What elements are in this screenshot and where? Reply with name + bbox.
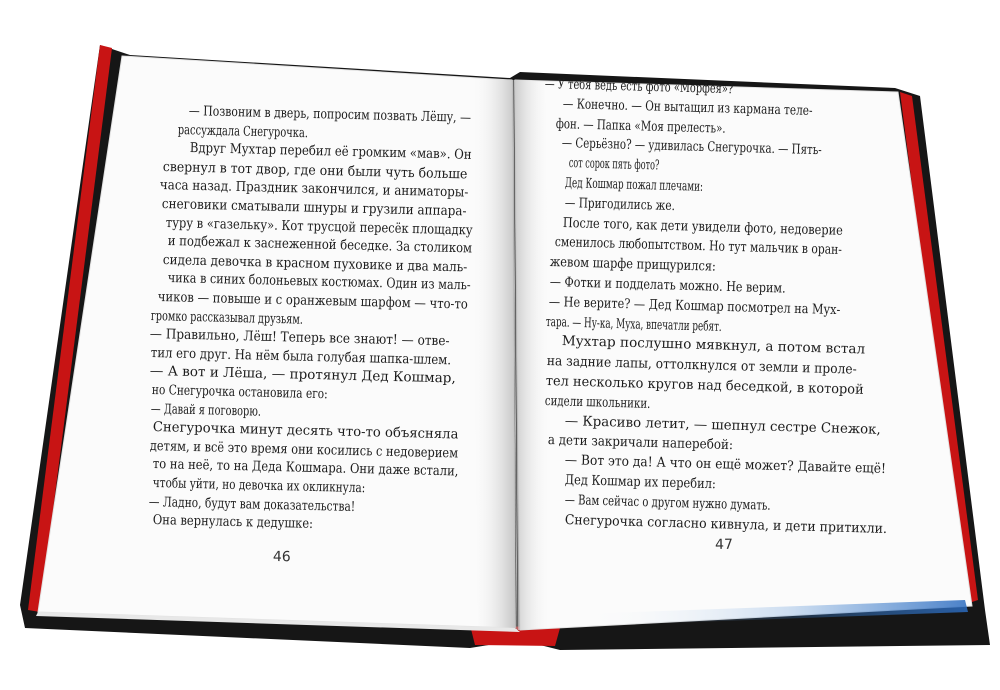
right-page-text-line: — Вот это да! А что он ещё может? Давайте ещё! [564, 452, 887, 478]
left-page-text-line: снеговики сматывали шнуры и грузили аппара- [161, 196, 467, 220]
right-page-text-line: — У тебя ведь есть фото «Морфея»? [544, 76, 734, 98]
right-page-text-line: — Красиво летит, — шепнул сестре Снежок, [564, 412, 881, 438]
right-page-text-line: сидели школьники. [544, 392, 651, 412]
left-page-text-line: туру в «газельку». Кот трусцой пересёк площадку [165, 214, 473, 239]
right-page-text-line: — Пригодились же. [564, 194, 676, 214]
right-page-text-line: на задние лапы, оттолкнулся от земли и проле- [546, 353, 857, 378]
left-page-text-line: тил его друг. На нём была голубая шапка-шлем. [150, 344, 452, 369]
left-page-text-line: — Ладно, будут вам доказательства! [148, 493, 356, 515]
right-page-text-line: жевом шарфе прищурился: [549, 254, 717, 275]
right-page-text-line: тел несколько кругов над беседкой, в которой [545, 373, 864, 398]
right-page-text-line: Мухтар послушно мявкнул, а потом встал [561, 333, 866, 358]
left-page-text-line: рассуждала Снегурочка. [177, 121, 309, 141]
page-number-left: 46 [272, 549, 291, 566]
left-page-text-line: — А вот и Лёша, — протянул Дед Кошмар, [149, 363, 456, 387]
page-number-right: 47 [715, 536, 734, 553]
left-page-text-line: детям, и всё это время они косились с недоверием [149, 437, 459, 462]
left-page-text-line: Снегурочка минут десять что-то объясняла [152, 419, 459, 443]
right-page-text-line: После того, как дети увидели фото, недоверие [562, 214, 844, 239]
left-page-text-line: — Правильно, Лёш! Теперь все знают! — отве- [149, 326, 450, 350]
left-page-text-line: часа назад. Праздник закончился, и аниматоры- [159, 177, 469, 201]
right-page-text-line: фон. — Папка «Моя прелесть». [555, 115, 726, 137]
left-page-text-line: — Давай я поговорю. [150, 400, 262, 420]
left-page-text-line: и подбежал к заснеженной беседке. За столиком [167, 233, 473, 257]
left-page-text-line: громко рассказывал друзьям. [150, 307, 304, 328]
left-page-text-line: — Позвоним в дверь, попросим позвать Лёшу, — [188, 103, 472, 126]
right-page-text-line: — Фотки и подделать можно. Не верим. [549, 274, 786, 297]
left-page-text-line: Вдруг Мухтар перебил её громким «мав». Он [189, 140, 472, 164]
left-page-text-line: сидела девочка в красном пуховике и два маль- [162, 251, 468, 276]
right-page-text-line: тара. — Ну-ка, Муха, впечатли ребят. [545, 313, 722, 335]
right-page-text-line: а дети закричали наперебой: [547, 432, 734, 454]
left-page-text-line: Она вернулась к дедушке: [152, 512, 314, 533]
gutter-shadow-left [470, 78, 516, 628]
right-page-text-line: — Вам сейчас о другом нужно думать. [564, 491, 771, 514]
right-page-text-line: Дед Кошмар пожал плечами: [564, 175, 704, 195]
right-page-text-line: Дед Кошмар их перебил: [564, 472, 717, 493]
right-page-text-line: — Не верите? — Дед Кошмар посмотрел на Мух- [548, 293, 841, 318]
right-page-text-line: сот сорок пять фото? [568, 155, 660, 174]
left-page-text-line: то на неё, то на Деда Кошмара. Они даже встали, [152, 456, 459, 480]
right-page-text-line: сменилось любопытством. Но тут мальчик в оран- [554, 234, 843, 259]
left-page-text-line: но Снегурочка остановила его: [151, 382, 328, 403]
left-page-text-line: чика в синих болоньевых костюмах. Один из маль- [167, 270, 471, 294]
left-page-text-line: чиков — повыше и с оранжевым шарфом — что-то [157, 289, 468, 313]
right-page-text-line: — Конечно. — Он вытащил из кармана теле- [562, 95, 813, 119]
left-page-text-line: свернул в тот двор, где они были чуть больше [162, 158, 468, 183]
right-page-text-line: Снегурочка согласно кивнула, и дети притихли. [564, 511, 888, 537]
right-page-text-line: — Серьёзно? — удивилась Снегурочка. — Пять- [561, 135, 822, 159]
left-page-text-line: чтобы уйти, но девочка их окликнула: [152, 475, 366, 497]
